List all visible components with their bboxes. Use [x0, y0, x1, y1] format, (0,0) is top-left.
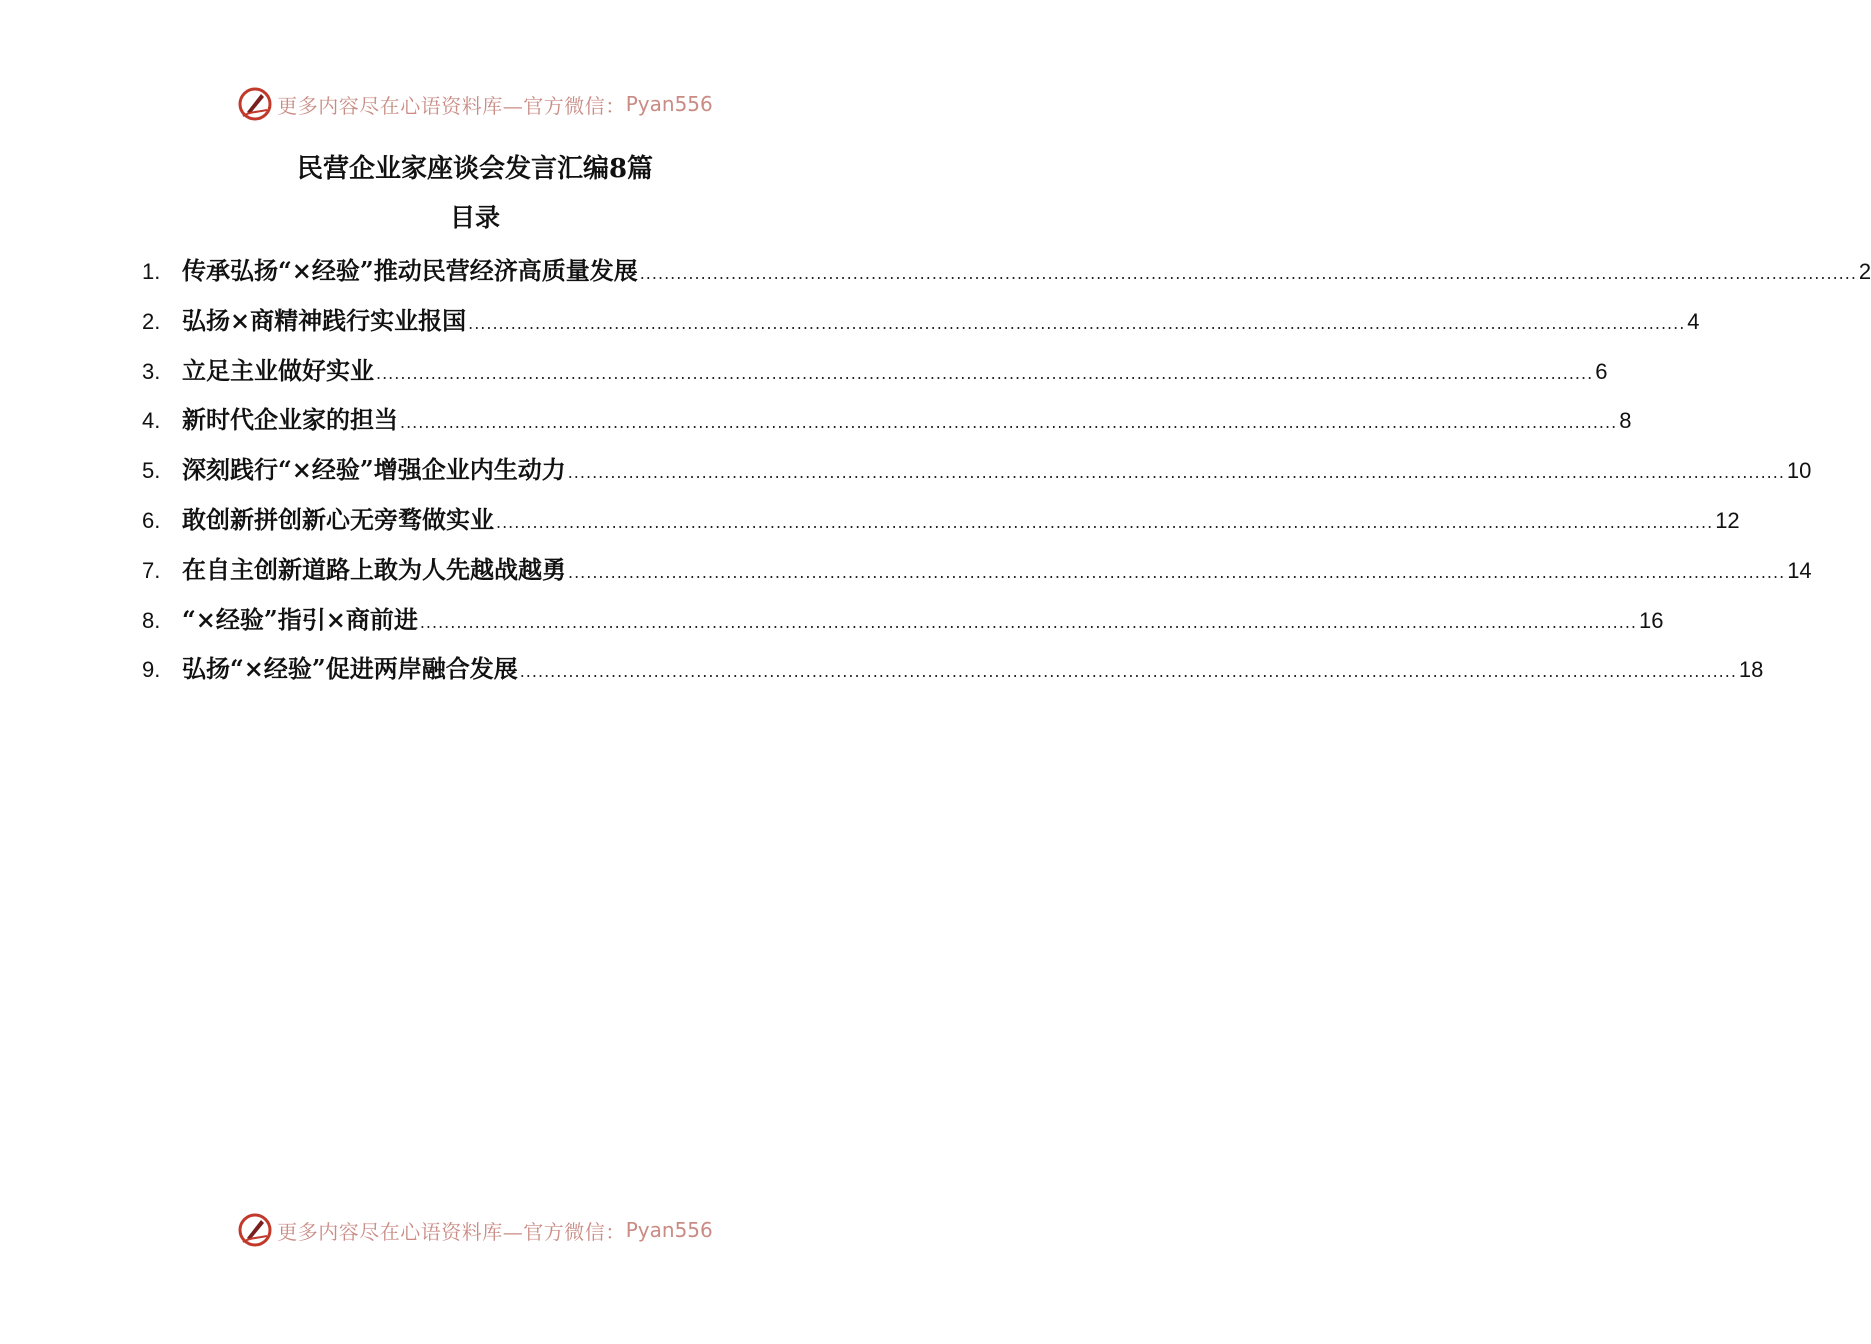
toc-entry-6[interactable] — [142, 495, 1740, 545]
toc-page-number: 18 — [1738, 657, 1764, 683]
toc-leader: ........................................................................................................................................................................................................ — [639, 264, 1857, 283]
toc-number: 8. — [142, 607, 161, 633]
toc-entry-2[interactable] — [142, 296, 1700, 346]
footer-banner — [0, 1210, 950, 1250]
toc-page-number: 8 — [1619, 408, 1632, 434]
document-title: 民营企业家座谈会发言汇编8篇 — [296, 154, 654, 184]
banner-text: 更多内容尽在心语资料库—官方微信： — [277, 93, 626, 118]
toc-page-number: 16 — [1639, 607, 1664, 633]
toc-number: 3. — [142, 358, 161, 384]
toc-entry-4[interactable] — [142, 395, 1632, 445]
toc-title: 传承弘扬“×经验”推动民营经济高质量发展 — [182, 256, 638, 285]
banner-text: 更多内容尽在心语资料库—官方微信： — [277, 1219, 626, 1244]
toc-leader: ........................................................................................................................................................................................................ — [400, 413, 1618, 433]
toc-entry-9[interactable] — [142, 644, 1764, 694]
toc-entry-8[interactable] — [142, 595, 1664, 645]
table-of-contents — [142, 246, 1871, 694]
toc-number: 4. — [142, 408, 161, 434]
toc-title: 新时代企业家的担当 — [182, 405, 398, 435]
toc-title: “×经验”指引×商前进 — [182, 604, 418, 634]
header-banner — [0, 84, 950, 124]
toc-leader: ........................................................................................................................................................................................................ — [419, 612, 1638, 632]
toc-page-number: 12 — [1715, 507, 1740, 533]
toc-page-number: 6 — [1595, 358, 1608, 384]
toc-leader: ........................................................................................................................................................................................................ — [468, 313, 1686, 333]
toc-entry-7[interactable] — [142, 545, 1812, 595]
toc-heading: 目录 — [449, 203, 500, 232]
banner-wechat-id: Pyan556 — [625, 92, 713, 116]
banner-wechat-id: Pyan556 — [625, 1218, 713, 1242]
toc-number: 9. — [142, 657, 161, 683]
toc-page-number: 4 — [1687, 308, 1700, 334]
quill-logo-icon — [237, 1212, 273, 1248]
toc-leader: ........................................................................................................................................................................................................ — [519, 662, 1737, 682]
toc-page-number: 14 — [1787, 557, 1812, 583]
toc-number: 1. — [142, 259, 161, 284]
toc-page-number: 2 — [1858, 259, 1871, 284]
toc-entry-5[interactable] — [142, 445, 1812, 495]
toc-entry-3[interactable] — [142, 346, 1608, 396]
toc-title: 深刻践行“×经验”增强企业内生动力 — [182, 455, 566, 485]
toc-number: 6. — [142, 507, 161, 533]
toc-title: 弘扬“×经验”促进两岸融合发展 — [182, 654, 518, 684]
toc-title: 敢创新拼创新心无旁骛做实业 — [182, 504, 494, 534]
toc-number: 7. — [142, 557, 161, 583]
toc-entry-1[interactable] — [142, 246, 1871, 296]
toc-title: 在自主创新道路上敢为人先越战越勇 — [182, 554, 566, 584]
toc-title: 立足主业做好实业 — [182, 355, 374, 385]
toc-number: 2. — [142, 308, 161, 334]
toc-page-number: 10 — [1786, 458, 1812, 484]
toc-title: 弘扬×商精神践行实业报国 — [182, 305, 467, 335]
quill-logo-icon — [237, 86, 273, 122]
toc-leader: ........................................................................................................................................................................................................ — [496, 512, 1714, 532]
toc-number: 5. — [142, 458, 161, 484]
toc-leader: ........................................................................................................................................................................................................ — [567, 463, 1785, 483]
toc-leader: ........................................................................................................................................................................................................ — [568, 562, 1786, 582]
toc-leader: ........................................................................................................................................................................................................ — [376, 363, 1594, 383]
